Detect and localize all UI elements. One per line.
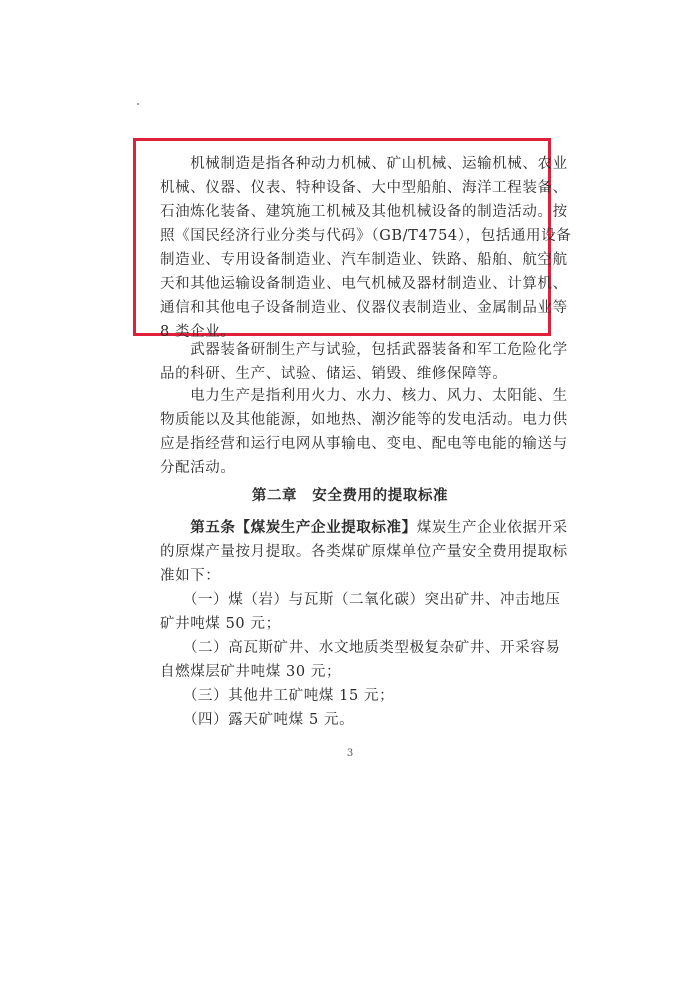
text-line: 电力生产是指利用火力、水力、核力、风力、太阳能、生 [160, 388, 568, 404]
text-line: 准如下： [160, 568, 221, 584]
paragraph-power [160, 384, 568, 480]
item-2 [160, 636, 561, 684]
article-5 [160, 516, 568, 588]
text-line: 自燃煤层矿井吨煤 30 元； [160, 664, 342, 680]
paragraph-weapons [160, 338, 568, 386]
article-title: 第五条【煤炭生产企业提取标准】 [190, 520, 417, 536]
scan-speck [137, 103, 139, 105]
text-line: 石油炼化装备、建筑施工机械及其他机械设备的制造活动。按 [160, 204, 568, 220]
text-line: （三）其他井工矿吨煤 15 元； [160, 688, 395, 704]
text-line: （四）露天矿吨煤 5 元。 [160, 712, 355, 728]
text-line: 8 类企业。 [160, 324, 236, 340]
text-line: 矿井吨煤 50 元； [160, 616, 281, 632]
text-line: 通信和其他电子设备制造业、仪器仪表制造业、金属制品业等 [160, 300, 568, 316]
item-4 [160, 708, 540, 732]
text-line: 分配活动。 [160, 460, 236, 476]
article-text: 煤炭生产企业依据开采 [416, 520, 568, 536]
chapter-heading: 第二章 安全费用的提取标准 [251, 488, 449, 504]
text-line: 品的科研、生产、试验、储运、销毁、维修保障等。 [160, 366, 508, 382]
text-line: 武器装备研制生产与试验，包括武器装备和军工危险化学 [160, 342, 568, 358]
paragraph-machinery [160, 152, 572, 344]
text-line: 制造业、专用设备制造业、汽车制造业、铁路、船舶、航空航 [160, 252, 568, 268]
item-1 [160, 588, 561, 636]
text-line: （二）高瓦斯矿井、水文地质类型极复杂矿井、开采容易 [160, 640, 561, 656]
text-line: 机械制造是指各种动力机械、矿山机械、运输机械、农业 [160, 156, 568, 172]
text-line: 应是指经营和运行电网从事输电、变电、配电等电能的输送与 [160, 436, 568, 452]
text-line [160, 516, 568, 540]
text-line: 机械、仪器、仪表、特种设备、大中型船舶、海洋工程装备、 [160, 180, 568, 196]
item-3 [160, 684, 540, 708]
text-line: 物质能以及其他能源，如地热、潮汐能等的发电活动。电力供 [160, 412, 568, 428]
text-line: 的原煤产量按月提取。各类煤矿原煤单位产量安全费用提取标 [160, 544, 568, 560]
text-line: （一）煤（岩）与瓦斯（二氧化碳）突出矿井、冲击地压 [160, 592, 561, 608]
text-line: 天和其他运输设备制造业、电气机械及器材制造业、计算机、 [160, 276, 568, 292]
text-line: 照《国民经济行业分类与代码》（GB/T4754），包括通用设备 [160, 228, 572, 244]
page-number: 3 [346, 748, 354, 759]
